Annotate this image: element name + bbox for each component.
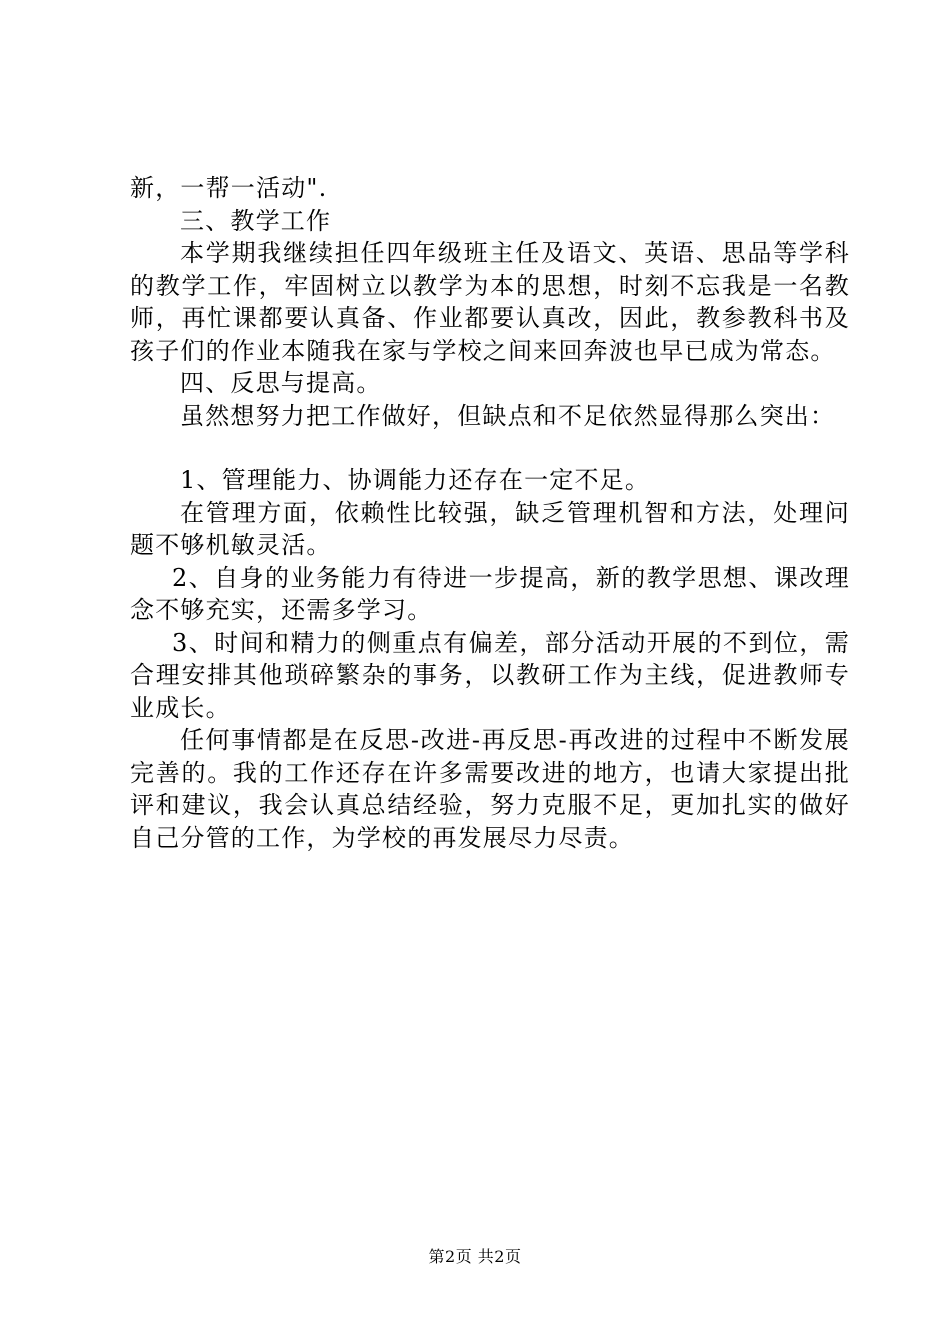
list-item-management-ability: 1、管理能力、协调能力还存在一定不足。 xyxy=(180,466,651,494)
paragraph-conclusion: 任何事情都是在反思-改进-再反思-再改进的过程中不断发展完善的。我的工作还存在许多需要改进的地方，也请大家提出批评和建议，我会认真总结经验，努力克服不足，更加扎实的做好自己分管的工作，为学校的再发展尽力尽责。 xyxy=(130,726,850,852)
document-body xyxy=(130,172,850,854)
section-heading-reflection: 四、反思与提高。 xyxy=(180,369,382,397)
page-footer: 第2页 共2页 xyxy=(428,1247,522,1266)
section-heading-teaching-work: 三、教学工作 xyxy=(180,206,332,235)
paragraph-teaching-work: 本学期我继续担任四年级班主任及语文、英语、思品等学科的教学工作，牢固树立以教学为本的思想，时刻不忘我是一名教师，再忙课都要认真备、作业都要认真改，因此，教参教科书及孩子们的作业本随我在家与学校之间来回奔波也早已成为常态。 xyxy=(130,239,850,365)
paragraph-shortcomings-intro: 虽然想努力把工作做好，但缺点和不足依然显得那么突出： xyxy=(180,401,836,430)
list-item-time-energy: 3、时间和精力的侧重点有偏差，部分活动开展的不到位，需合理安排其他琐碎繁杂的事务，以教研工作为主线，促进教师专业成长。 xyxy=(130,628,850,722)
list-item-professional-ability: 2、自身的业务能力有待进一步提高，新的教学思想、课改理念不够充实，还需多学习。 xyxy=(130,563,850,624)
paragraph-management-detail: 在管理方面，依赖性比较强，缺乏管理机智和方法，处理问题不够机敏灵活。 xyxy=(130,498,850,559)
paragraph-continuation: 新，一帮一活动". xyxy=(130,174,328,202)
